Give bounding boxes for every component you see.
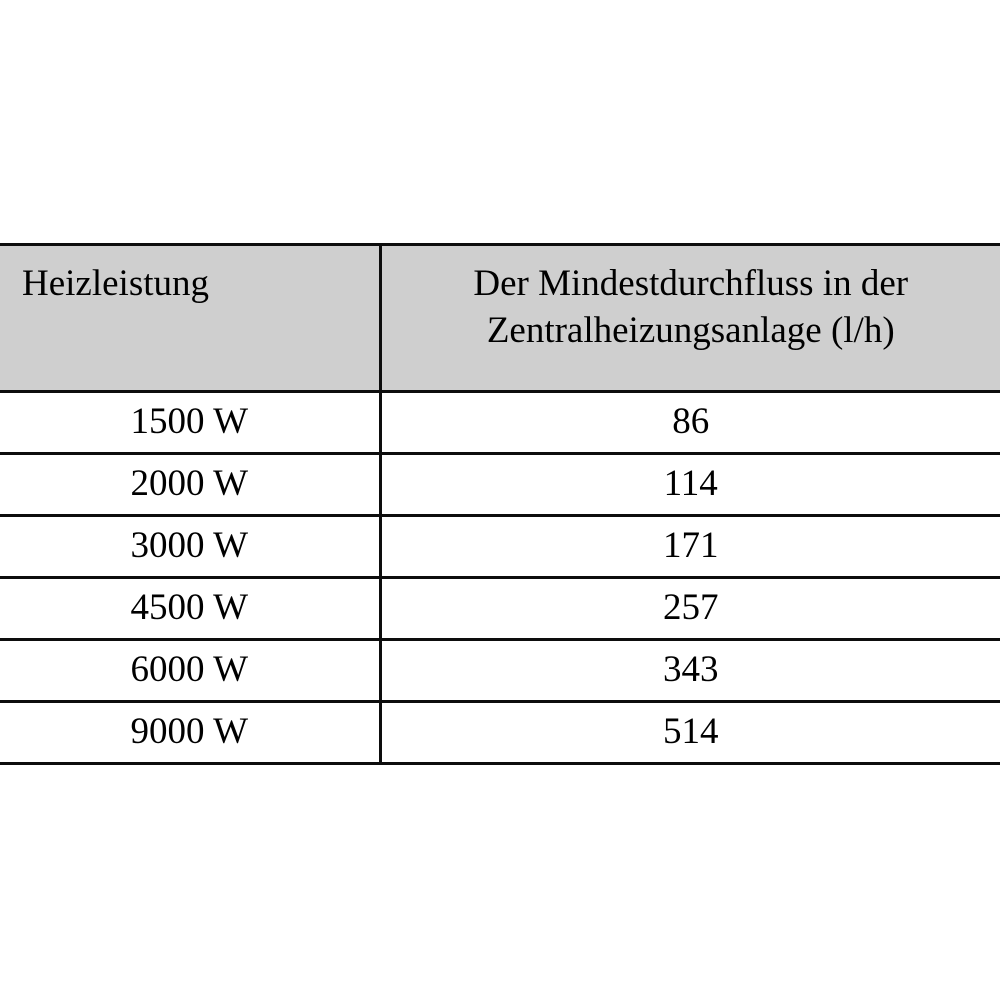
table-row: [0, 640, 1000, 702]
table-row: [0, 516, 1000, 578]
table-header: [0, 245, 1000, 392]
cell-minimum-flow: 514: [380, 702, 1000, 764]
cell-minimum-flow: 257: [380, 578, 1000, 640]
heating-power-flow-table: [0, 243, 1000, 765]
column-header-heating-power: [0, 245, 380, 392]
spec-table-container: [0, 243, 1000, 765]
column-header-minimum-flow-line2: Zentralheizungsanlage (l/h): [486, 310, 895, 352]
table-row: [0, 392, 1000, 454]
cell-minimum-flow: 86: [380, 392, 1000, 454]
cell-heating-power: 1500 W: [0, 392, 380, 454]
cell-heating-power: 3000 W: [0, 516, 380, 578]
cell-heating-power: 4500 W: [0, 578, 380, 640]
table-header-row: [0, 245, 1000, 392]
cell-minimum-flow: 114: [380, 454, 1000, 516]
column-header-minimum-flow-line1: Der Mindestdurchfluss in der: [473, 263, 909, 304]
column-header-minimum-flow: [380, 245, 1000, 392]
cell-minimum-flow: 171: [380, 516, 1000, 578]
cell-heating-power: 2000 W: [0, 454, 380, 516]
table-row: [0, 454, 1000, 516]
cell-heating-power: 6000 W: [0, 640, 380, 702]
column-header-heating-power-text: Heizleistung: [22, 263, 210, 304]
table-row: [0, 578, 1000, 640]
table-row: [0, 702, 1000, 764]
cell-heating-power: 9000 W: [0, 702, 380, 764]
table-body: [0, 392, 1000, 764]
cell-minimum-flow: 343: [380, 640, 1000, 702]
